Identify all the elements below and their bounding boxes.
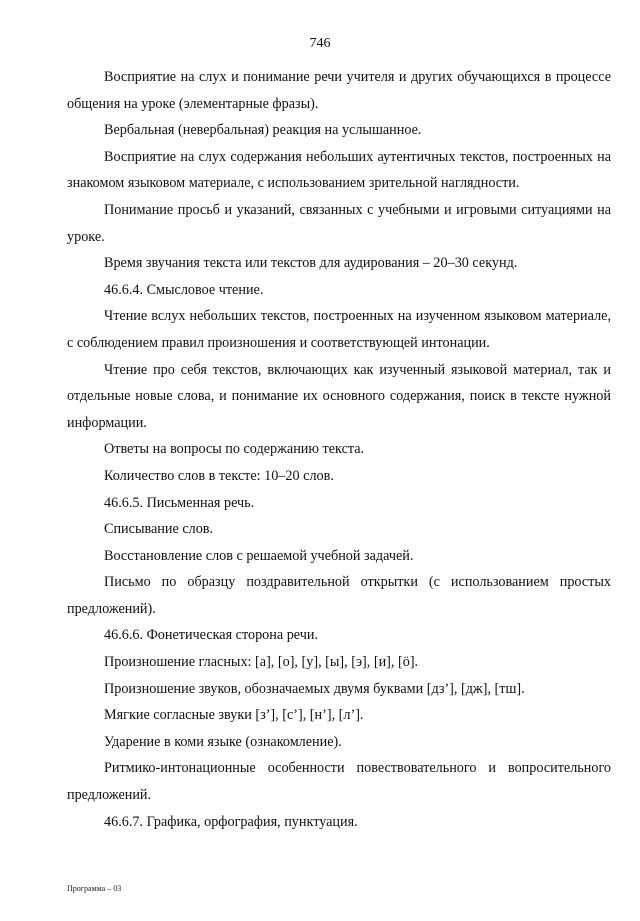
paragraph-silent-reading: Чтение про себя текстов, включающих как изученный языковой материал, так и отдельные новые слова, и понимание их основного содержания, поиск в тексте нужной информации. bbox=[67, 361, 611, 431]
paragraph-intonation: Ритмико-интонационные особенности повествовательного и вопросительного предложений. bbox=[67, 760, 611, 804]
page-footer: Программа – 03 bbox=[67, 884, 122, 893]
paragraph-requests-instructions: Понимание просьб и указаний, связанных с учебными и игровыми ситуациями на уроке. bbox=[67, 201, 611, 245]
paragraph-stress: Ударение в коми языке (ознакомление). bbox=[104, 733, 342, 750]
paragraph-audio-duration: Время звучания текста или текстов для аудирования – 20–30 секунд. bbox=[104, 255, 518, 272]
paragraph-greeting-card: Письмо по образцу поздравительной открытки (с использованием простых предложений). bbox=[67, 574, 611, 617]
paragraph-copying-words: Списывание слов. bbox=[104, 521, 214, 538]
section-heading-reading: 46.6.4. Смысловое чтение. bbox=[104, 281, 264, 298]
paragraph-reading-aloud: Чтение вслух небольших текстов, построенных на изученном языковом материале, с соблюдением правил произношения и соответствующей интонации. bbox=[67, 308, 611, 351]
paragraph-word-count: Количество слов в тексте: 10–20 слов. bbox=[104, 467, 334, 484]
page-number: 746 bbox=[309, 36, 331, 51]
page-body bbox=[67, 64, 611, 835]
paragraph-soft-consonants: Мягкие согласные звуки [з’], [с’], [н’], [л’]. bbox=[104, 707, 364, 724]
paragraph-authentic-texts: Восприятие на слух содержания небольших аутентичных текстов, построенных на знакомом языковом материале, с использованием зрительной наглядности. bbox=[67, 148, 611, 192]
paragraph-vowels: Произношение гласных: [а], [о], [у], [ы], [э], [и], [ӧ]. bbox=[104, 654, 419, 671]
section-heading-phonetics: 46.6.6. Фонетическая сторона речи. bbox=[104, 627, 319, 644]
paragraph-word-restoration: Восстановление слов с решаемой учебной задачей. bbox=[104, 547, 414, 564]
paragraph-answers: Ответы на вопросы по содержанию текста. bbox=[104, 441, 365, 458]
section-heading-writing: 46.6.5. Письменная речь. bbox=[104, 494, 255, 511]
section-heading-graphics: 46.6.7. Графика, орфография, пунктуация. bbox=[104, 813, 358, 830]
paragraph-verbal-reaction: Вербальная (невербальная) реакция на услышанное. bbox=[104, 122, 422, 139]
paragraph-digraph-sounds: Произношение звуков, обозначаемых двумя буквами [дз’], [дж], [тш]. bbox=[104, 680, 525, 697]
paragraph-listening-comprehension: Восприятие на слух и понимание речи учителя и других обучающихся в процессе общения на уроке (элементарные фразы). bbox=[67, 69, 611, 112]
